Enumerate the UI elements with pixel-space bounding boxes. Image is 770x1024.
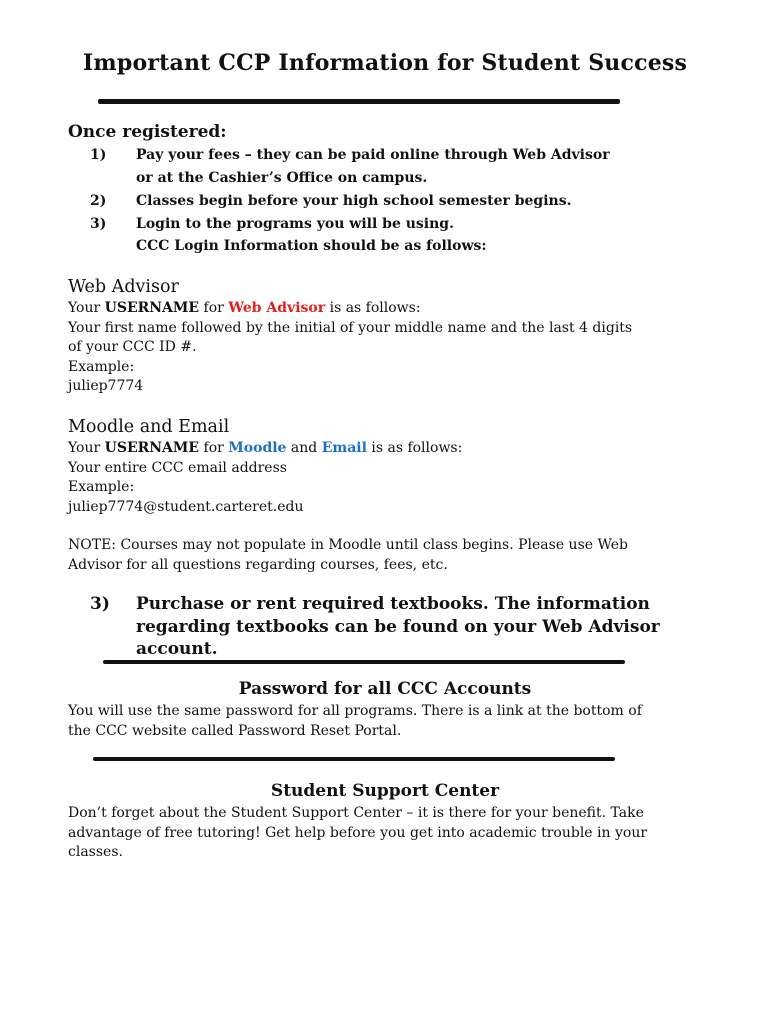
- list-item-number: 1): [90, 147, 107, 163]
- list-item-text: CCC Login Information should be as follows:: [136, 238, 487, 254]
- list-item-text: Login to the programs you will be using.: [136, 216, 454, 232]
- list-item-text: Classes begin before your high school semester begins.: [136, 193, 572, 209]
- web-advisor-rule-line: of your CCC ID #.: [68, 339, 197, 356]
- textbooks-line: account.: [136, 639, 218, 659]
- support-center-heading: Student Support Center: [270, 781, 500, 801]
- moodle-username-line: [68, 439, 708, 459]
- text-run: is as follows:: [366, 440, 463, 456]
- username-label: USERNAME: [104, 300, 200, 316]
- divider-top: [98, 99, 620, 104]
- example-email: juliep7774@student.carteret.edu: [68, 498, 304, 515]
- username-label: USERNAME: [104, 440, 200, 456]
- support-line: classes.: [68, 844, 123, 861]
- note-line: NOTE: Courses may not populate in Moodle until class begins. Please use Web: [68, 537, 628, 553]
- moodle-rule-line: Your entire CCC email address: [68, 459, 287, 476]
- web-advisor-label: Web Advisor: [228, 300, 326, 316]
- list-item-text: Pay your fees – they can be paid online through Web Advisor: [136, 147, 610, 163]
- divider-lower: [93, 757, 615, 761]
- password-line: the CCC website called Password Reset Portal.: [68, 722, 402, 739]
- web-advisor-username-line: [68, 299, 708, 319]
- text-run: Your: [68, 300, 105, 316]
- once-registered-heading: Once registered:: [68, 122, 227, 142]
- support-center-paragraph: [68, 804, 708, 863]
- list-item-number: 2): [90, 193, 107, 209]
- text-run: for: [199, 440, 229, 456]
- example-username: juliep7774: [68, 378, 144, 395]
- textbooks-line: regarding textbooks can be found on your Web Advisor: [136, 616, 660, 637]
- textbooks-line: Purchase or rent required textbooks. The information: [136, 594, 650, 614]
- password-paragraph: [68, 702, 708, 741]
- support-line: advantage of free tutoring! Get help before you get into academic trouble in your: [68, 824, 648, 841]
- email-label: Email: [321, 440, 367, 456]
- text-run: and: [286, 440, 322, 456]
- password-line: You will use the same password for all programs. There is a link at the bottom of: [68, 703, 642, 719]
- list-item-number: 3): [90, 594, 110, 614]
- divider-middle: [103, 660, 625, 664]
- web-advisor-section: [68, 299, 708, 397]
- list-item-number: 3): [90, 216, 107, 232]
- moodle-email-section: [68, 439, 708, 517]
- note-paragraph: [68, 536, 708, 575]
- example-label: Example:: [68, 479, 135, 496]
- note-line: Advisor for all questions regarding courses, fees, etc.: [68, 556, 448, 573]
- text-run: for: [199, 300, 229, 316]
- web-advisor-heading: Web Advisor: [68, 277, 179, 297]
- web-advisor-rule-line: Your first name followed by the initial of your middle name and the last 4 digits: [68, 319, 633, 336]
- text-run: Your: [68, 440, 105, 456]
- moodle-label: Moodle: [228, 440, 287, 456]
- support-line: Don’t forget about the Student Support Center – it is there for your benefit. Take: [68, 805, 644, 821]
- page-title: Important CCP Information for Student Success: [82, 50, 688, 76]
- moodle-email-heading: Moodle and Email: [68, 417, 230, 437]
- list-item-text: or at the Cashier’s Office on campus.: [136, 170, 428, 186]
- text-run: is as follows:: [325, 300, 421, 316]
- textbooks-text: [136, 593, 696, 661]
- example-label: Example:: [68, 358, 135, 375]
- password-heading: Password for all CCC Accounts: [238, 679, 532, 699]
